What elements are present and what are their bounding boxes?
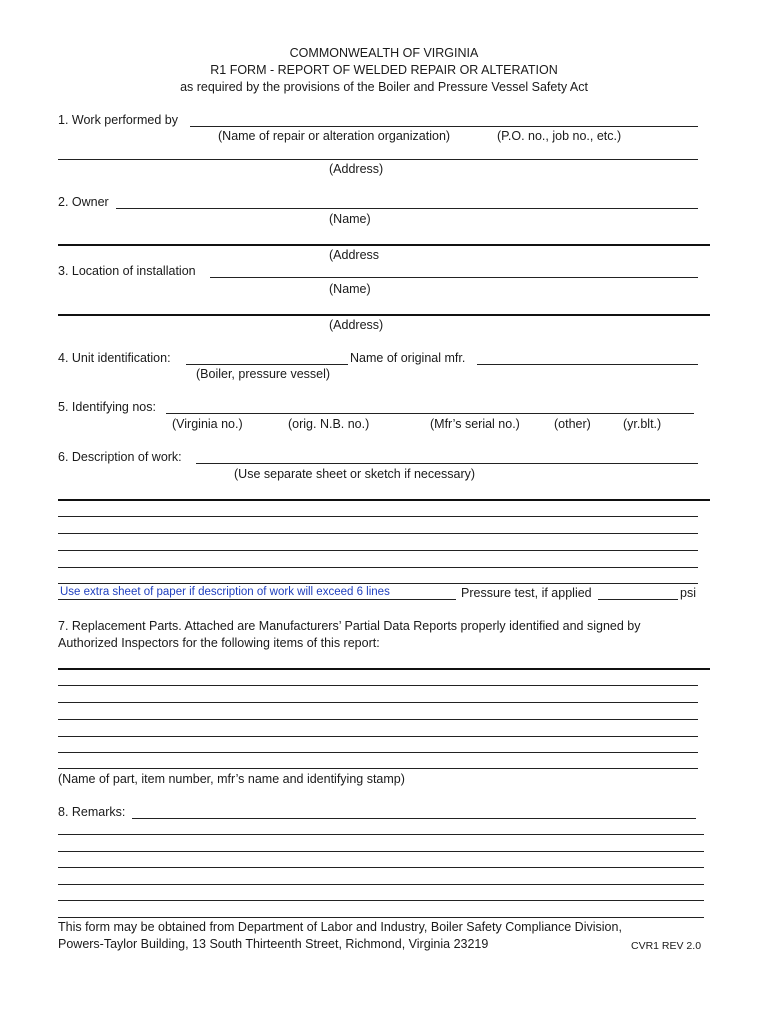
description-line-2[interactable] [58,516,698,517]
year-built-caption: (yr.blt.) [623,417,662,431]
work-performed-label: 1. Work performed by [58,113,178,127]
original-mfr-field[interactable] [477,364,698,365]
remarks-field[interactable] [132,818,696,819]
location-address-caption: (Address) [329,318,384,332]
unit-identification-label: 4. Unit identification: [58,351,171,365]
description-line-1[interactable] [58,499,710,501]
location-name-caption: (Name) [329,282,371,296]
original-mfr-label: Name of original mfr. [350,351,466,365]
description-label: 6. Description of work: [58,450,182,464]
replacement-line-5[interactable] [58,736,698,737]
location-address-field[interactable] [58,314,710,316]
pressure-test-field[interactable] [598,599,678,600]
footer-text-1: This form may be obtained from Department of Labor and Industry, Boiler Safety Compliance Division, [58,920,622,934]
work-performed-field[interactable] [190,126,698,127]
replacement-line-2[interactable] [58,685,698,686]
owner-name-caption: (Name) [329,212,371,226]
unit-type-caption: (Boiler, pressure vessel) [196,367,331,381]
replacement-line-1[interactable] [58,668,710,670]
description-line-4[interactable] [58,550,698,551]
description-field[interactable] [196,463,698,464]
identifying-nos-field[interactable] [166,413,694,414]
replacement-parts-text-2: Authorized Inspectors for the following items of this report: [58,636,380,650]
description-note-underline [58,599,456,600]
description-caption: (Use separate sheet or sketch if necessary) [234,467,476,481]
owner-label: 2. Owner [58,195,109,209]
replacement-parts-caption: (Name of part, item number, mfr’s name and identifying stamp) [58,772,405,786]
serial-no-caption: (Mfr’s serial no.) [430,417,520,431]
location-name-field[interactable] [210,277,698,278]
work-address-caption: (Address) [329,162,384,176]
remarks-line-3[interactable] [58,867,704,868]
replacement-line-3[interactable] [58,702,698,703]
virginia-no-caption: (Virginia no.) [172,417,243,431]
po-number-caption: (P.O. no., job no., etc.) [497,129,622,143]
extra-sheet-note: Use extra sheet of paper if description of work will exceed 6 lines [60,586,390,598]
other-caption: (other) [554,417,591,431]
replacement-line-7[interactable] [58,768,698,769]
nb-no-caption: (orig. N.B. no.) [288,417,370,431]
remarks-line-2[interactable] [58,851,704,852]
remarks-label: 8. Remarks: [58,805,126,819]
form-header-state: COMMONWEALTH OF VIRGINIA [289,46,479,60]
owner-address-field[interactable] [58,244,710,246]
replacement-line-6[interactable] [58,752,698,753]
form-subtitle: as required by the provisions of the Boiler and Pressure Vessel Safety Act [180,80,588,94]
description-line-5[interactable] [58,567,698,568]
form-title: R1 FORM - REPORT OF WELDED REPAIR OR ALTERATION [210,63,558,77]
work-address-field[interactable] [58,159,698,160]
psi-unit: psi [680,586,696,600]
remarks-line-5[interactable] [58,900,704,901]
footer-text-2: Powers-Taylor Building, 13 South Thirteenth Street, Richmond, Virginia 23219 [58,937,489,951]
owner-address-caption: (Address [329,248,380,262]
org-name-caption: (Name of repair or alteration organization) [218,129,451,143]
location-label: 3. Location of installation [58,264,196,278]
replacement-parts-text-1: 7. Replacement Parts. Attached are Manufacturers’ Partial Data Reports properly identified and signed by [58,619,641,633]
form-revision: CVR1 REV 2.0 [631,940,702,952]
description-line-3[interactable] [58,533,698,534]
pressure-test-label: Pressure test, if applied [461,586,592,600]
identifying-nos-label: 5. Identifying nos: [58,400,156,414]
owner-name-field[interactable] [116,208,698,209]
replacement-line-4[interactable] [58,719,698,720]
description-line-6[interactable] [58,583,698,584]
remarks-line-1[interactable] [58,834,704,835]
unit-identification-field[interactable] [186,364,348,365]
remarks-line-4[interactable] [58,884,704,885]
remarks-line-6[interactable] [58,917,704,918]
